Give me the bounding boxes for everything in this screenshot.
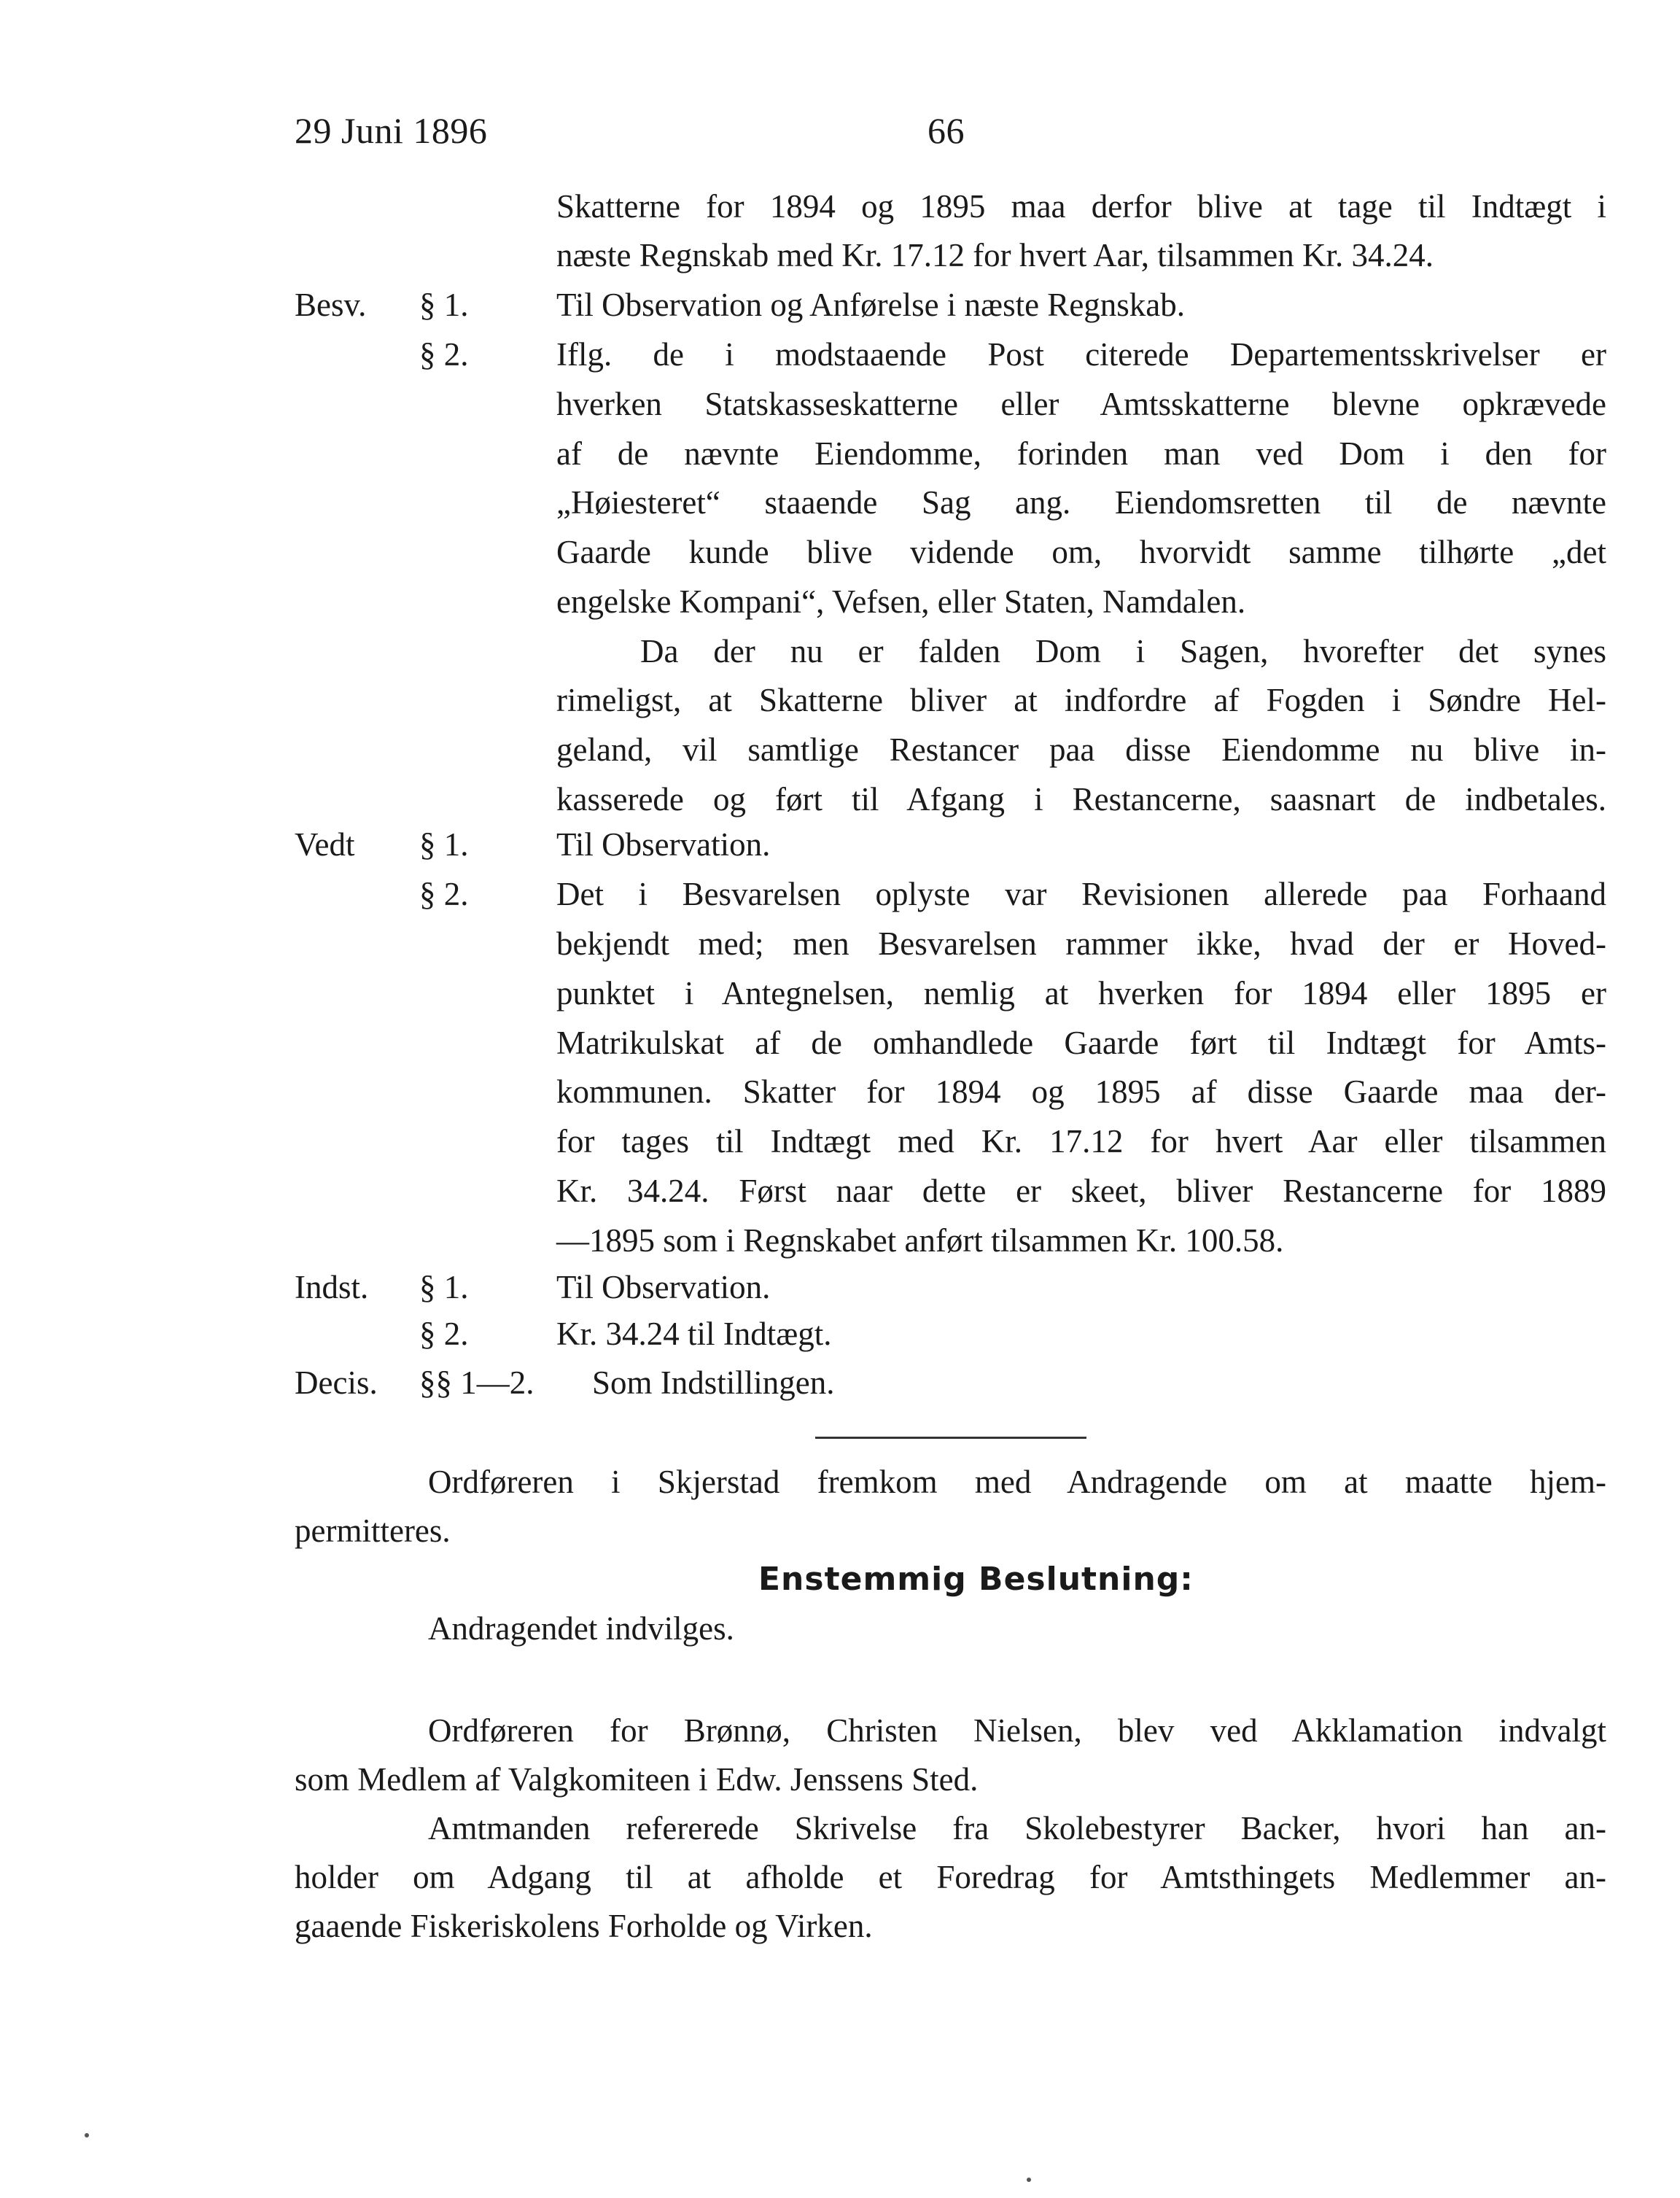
scan-speck — [85, 2133, 89, 2137]
text-line: „Høiesteret“ staaende Sag ang. Eiendomsretten til de nævnte — [556, 484, 1606, 521]
text-line: bekjendt med; men Besvarelsen rammer ikke, hvad der er Hoved- — [556, 925, 1606, 962]
text-line: Til Observation. — [556, 1269, 771, 1305]
label-besv: Besv. — [295, 287, 367, 323]
text-line: Det i Besvarelsen oplyste var Revisionen allerede paa Forhaand — [556, 876, 1606, 912]
section-mark: § 1. — [419, 1269, 469, 1305]
text-line: kasserede og ført til Afgang i Restancerne, saasnart de indbetales. — [556, 781, 1606, 818]
label-decis: Decis. — [295, 1364, 378, 1401]
page-date: 29 Juni 1896 — [295, 110, 488, 151]
text-line: Andragendet indvilges. — [428, 1610, 734, 1647]
text-line: Til Observation. — [556, 826, 771, 863]
text-line: Til Observation og Anførelse i næste Regnskab. — [556, 287, 1186, 323]
text-line: Skatterne for 1894 og 1895 maa derfor blive at tage til Indtægt i — [556, 188, 1606, 225]
text-line: holder om Adgang til at afholde et Foredrag for Amtsthingets Medlemmer an- — [295, 1859, 1606, 1895]
text-line: Amtmanden refererede Skrivelse fra Skolebestyrer Backer, hvori han an- — [428, 1810, 1606, 1846]
text-line: engelske Kompani“, Vefsen, eller Staten, Namdalen. — [556, 583, 1246, 620]
text-line: som Medlem af Valgkomiteen i Edw. Jenssens Sted. — [295, 1761, 979, 1798]
section-mark: § 2. — [419, 876, 469, 912]
section-mark: §§ 1—2. — [419, 1364, 534, 1401]
text-line: Matrikulskat af de omhandlede Gaarde ført til Indtægt for Amts- — [556, 1025, 1606, 1061]
label-indst: Indst. — [295, 1269, 369, 1305]
text-line: Gaarde kunde blive vidende om, hvorvidt samme tilhørte „det — [556, 534, 1606, 570]
resolution-heading: Enstemmig Beslutning: — [758, 1561, 1194, 1598]
text-line: Ordføreren for Brønnø, Christen Nielsen, blev ved Akklamation indvalgt — [428, 1712, 1606, 1749]
text-line: næste Regnskab med Kr. 17.12 for hvert Aar, tilsammen Kr. 34.24. — [556, 237, 1434, 273]
section-mark: § 1. — [419, 287, 469, 323]
section-mark: § 2. — [419, 336, 469, 373]
text-line: kommunen. Skatter for 1894 og 1895 af disse Gaarde maa der- — [556, 1073, 1606, 1110]
section-mark: § 1. — [419, 826, 469, 863]
text-line: Som Indstillingen. — [592, 1364, 835, 1401]
text-line: Kr. 34.24. Først naar dette er skeet, bliver Restancerne for 1889 — [556, 1173, 1606, 1209]
text-line: permitteres. — [295, 1512, 451, 1549]
text-line: af de nævnte Eiendomme, forinden man ved Dom i den for — [556, 435, 1606, 472]
text-line: for tages til Indtægt med Kr. 17.12 for hvert Aar eller tilsammen — [556, 1123, 1606, 1160]
text-line: Ordføreren i Skjerstad fremkom med Andragende om at maatte hjem- — [428, 1464, 1606, 1500]
text-line: gaaende Fiskeriskolens Forholde og Virken. — [295, 1908, 873, 1944]
page-number: 66 — [928, 110, 965, 151]
text-line: Da der nu er falden Dom i Sagen, hvorefter det synes — [640, 633, 1606, 669]
text-line: geland, vil samtlige Restancer paa disse Eiendomme nu blive in- — [556, 731, 1606, 768]
section-mark: § 2. — [419, 1316, 469, 1352]
scan-speck — [1027, 2178, 1031, 2182]
text-line: rimeligst, at Skatterne bliver at indfordre af Fogden i Søndre Hel- — [556, 682, 1606, 718]
text-line: Kr. 34.24 til Indtægt. — [556, 1316, 832, 1352]
text-line: punktet i Antegnelsen, nemlig at hverken for 1894 eller 1895 er — [556, 975, 1606, 1011]
text-line: hverken Statskasseskatterne eller Amtsskatterne blevne opkrævede — [556, 386, 1606, 422]
text-line: Iflg. de i modstaaende Post citerede Departementsskrivelser er — [556, 336, 1606, 373]
label-vedt: Vedt — [295, 826, 355, 863]
text-line: —1895 som i Regnskabet anført tilsammen Kr. 100.58. — [556, 1222, 1284, 1259]
divider — [815, 1437, 1086, 1439]
